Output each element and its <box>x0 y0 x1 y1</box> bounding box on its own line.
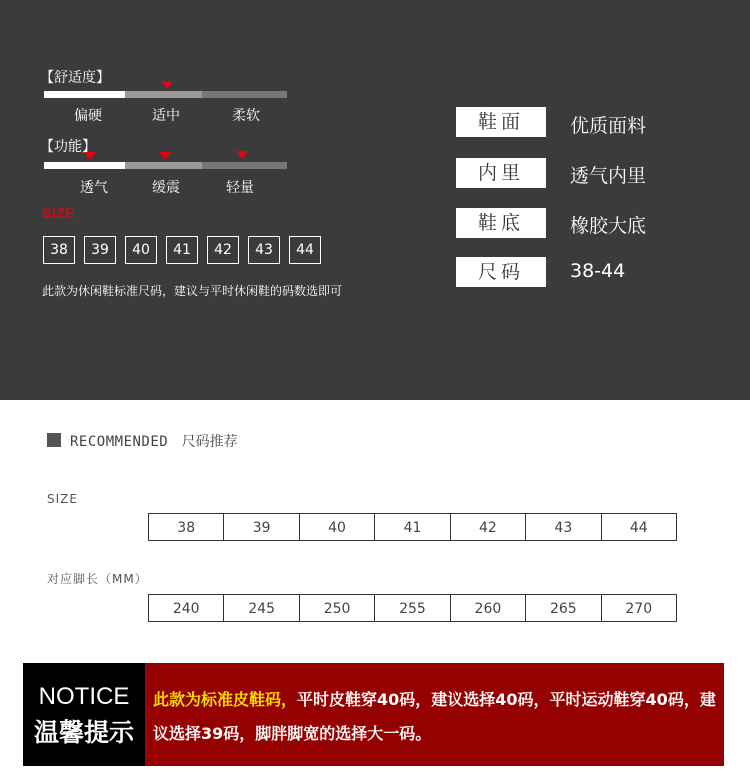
comfort-option-soft: 柔软 <box>232 108 260 124</box>
size-cell: 41 <box>375 514 450 540</box>
foot-length-cell: 245 <box>224 595 299 621</box>
recommended-title <box>70 431 238 451</box>
function-bar-3 <box>202 162 287 169</box>
notice-title-zh: 温馨提示 <box>33 718 134 747</box>
size-cell: 38 <box>149 514 224 540</box>
foot-length-cell: 260 <box>451 595 526 621</box>
spec-value-lining: 透气内里 <box>570 165 647 187</box>
comfort-bar-1 <box>44 91 125 98</box>
section-marker-icon <box>47 433 61 447</box>
size-row-label: SIZE <box>47 492 78 506</box>
function-indicator-icon-2 <box>159 152 171 160</box>
size-cell: 42 <box>451 514 526 540</box>
function-option-cushion: 缓震 <box>152 180 180 196</box>
foot-length-table-row <box>148 594 677 622</box>
comfort-indicator-icon <box>161 81 173 89</box>
spec-label-sole: 鞋底 <box>456 208 546 238</box>
comfort-option-hard: 偏硬 <box>74 108 102 124</box>
size-cell: 44 <box>629 520 648 536</box>
comfort-bar-3 <box>202 91 287 98</box>
size-box-38: 38 <box>43 236 75 264</box>
recommended-title-en: RECOMMENDED <box>70 434 169 450</box>
size-table-row <box>148 513 677 541</box>
notice-title-en: NOTICE <box>38 683 130 710</box>
function-bar-1 <box>44 162 125 169</box>
size-box-44: 44 <box>289 236 321 264</box>
foot-length-cell: 255 <box>375 595 450 621</box>
comfort-bar-2 <box>125 91 202 98</box>
foot-length-cell: 265 <box>526 595 601 621</box>
notice-message <box>145 663 724 766</box>
comfort-option-medium: 适中 <box>152 108 180 124</box>
foot-length-cell: 270 <box>625 601 653 617</box>
size-box-40: 40 <box>125 236 157 264</box>
function-indicator-icon-1 <box>84 152 96 160</box>
size-note: 此款为休闲鞋标准尺码，建议与平时休闲鞋的码数选即可 <box>42 284 343 298</box>
spec-label-size: 尺码 <box>456 257 546 287</box>
spec-label-lining: 内里 <box>456 158 546 188</box>
function-option-breathable: 透气 <box>80 180 108 196</box>
size-box-39: 39 <box>84 236 116 264</box>
notice-badge <box>23 663 145 766</box>
spec-label-upper: 鞋面 <box>456 107 546 137</box>
size-cell: 43 <box>526 514 601 540</box>
size-box-41: 41 <box>166 236 198 264</box>
function-label: 【功能】 <box>40 139 96 155</box>
size-cell: 40 <box>300 514 375 540</box>
size-title: SIZE <box>42 205 76 221</box>
notice-highlight: 此款为标准皮鞋码， <box>153 690 298 709</box>
foot-length-row-label: 对应脚长（MM） <box>47 572 148 586</box>
foot-length-cell: 240 <box>149 595 224 621</box>
size-box-42: 42 <box>207 236 239 264</box>
function-option-light: 轻量 <box>226 180 254 196</box>
comfort-label: 【舒适度】 <box>40 70 110 86</box>
spec-value-size: 38-44 <box>570 260 626 282</box>
size-box-43: 43 <box>248 236 280 264</box>
spec-value-sole: 橡胶大底 <box>570 215 647 237</box>
size-cell: 39 <box>224 514 299 540</box>
spec-value-upper: 优质面料 <box>570 115 647 137</box>
function-bar-2 <box>125 162 202 169</box>
recommended-title-zh: 尺码推荐 <box>181 434 238 450</box>
function-indicator-icon-3 <box>236 151 248 159</box>
foot-length-cell: 250 <box>300 595 375 621</box>
notice-text: 平时皮鞋穿40码，建议选择40码，平时运动鞋穿40码，建议选择39码，脚胖脚宽的选择大一码。 <box>153 690 716 743</box>
